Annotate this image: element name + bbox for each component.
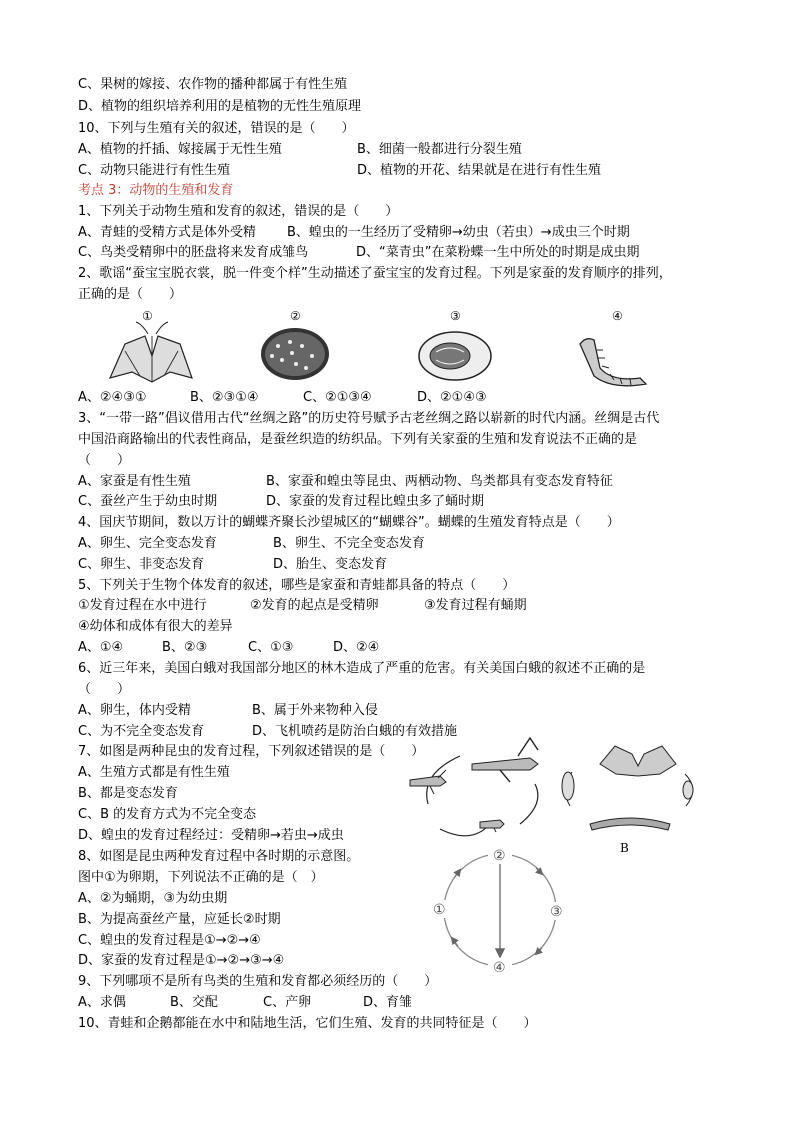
q4-stem: 4、国庆节期间，数以万计的蝴蝶齐聚长沙望城区的“蝴蝶谷”。蝴蝶的生殖发育特点是（ ）: [78, 515, 620, 530]
option-d: D、植物的开花、结果就是在进行有性生殖: [357, 163, 602, 178]
q5-stem: 5、下列关于生物个体发育的叙述，哪些是家蚕和青蛙都具备的特点（ ）: [78, 578, 516, 593]
q3-option-a: A、家蚕是有性生殖: [78, 474, 191, 489]
q1-stem: 1、下列关于动物生殖和发育的叙述，错误的是（ ）: [78, 204, 399, 219]
line-03: 10、下列与生殖有关的叙述，错误的是（ ）: [78, 121, 355, 136]
q9-option-c: C、产卵: [263, 995, 312, 1010]
q2-label-4: ④: [612, 309, 623, 323]
q5-option-b: B、②③: [162, 640, 208, 655]
larva-icon: [590, 818, 670, 830]
q7-option-d: D、蝗虫的发育过程经过：受精卵→若虫→成虫: [78, 828, 344, 843]
q7-option-a: A、生殖方式都是有性生殖: [78, 765, 230, 780]
q3-stem-2: 中国沿商路输出的代表性商品，是蚕丝织造的纺织品。下列有关家蚕的生殖和发育说法不正确的是: [78, 432, 638, 447]
q1-option-a: A、青蛙的受精方式是体外受精: [78, 225, 256, 240]
q8-stem-1: 8、如图是昆虫两种发育过程中各时期的示意图。: [78, 849, 360, 864]
q7-figure: [400, 734, 700, 854]
grasshopper-cycle: [410, 738, 538, 836]
q2-label-1: ①: [142, 309, 153, 323]
q6-stem-1: 6、近三年来，美国白蛾对我国部分地区的林木造成了严重的危害。有关美国白蛾的叙述不正确的是: [78, 661, 646, 676]
q7-option-c: C、B 的发育方式为不完全变态: [78, 807, 257, 822]
egg-icon: [683, 781, 693, 799]
q2-figure: [100, 306, 670, 388]
q5-option-d: D、②④: [333, 640, 380, 655]
q1-option-b: B、蝗虫的一生经历了受精卵→幼虫（若虫）→成虫三个时期: [287, 225, 630, 240]
q4-option-d: D、胎生、变态发育: [273, 557, 388, 572]
q3-option-d: D、家蚕的发育过程比蝗虫多了蛹时期: [266, 494, 485, 509]
pupa-icon: [562, 772, 574, 800]
q4-option-c: C、卵生、非变态发育: [78, 557, 205, 572]
q7-stem: 7、如图是两种昆虫的发育过程，下列叙述错误的是（ ）: [78, 744, 425, 759]
q9-stem: 9、下列哪项不是所有鸟类的生殖和发育都必须经历的（ ）: [78, 974, 438, 989]
q1-option-c: C、鸟类受精卵中的胚盘将来发育成雏鸟: [78, 245, 309, 260]
q9-option-d: D、育雏: [363, 995, 413, 1010]
q1-option-d: D、“菜青虫”在菜粉蝶一生中所处的时期是成虫期: [356, 245, 640, 260]
cycle-label-3: ③: [550, 904, 563, 920]
q9-option-b: B、交配: [170, 995, 218, 1010]
option-c: C、动物只能进行有性生殖: [78, 163, 231, 178]
q3-option-b: B、家蚕和蝗虫等昆虫、两栖动物、鸟类都具有变态发育特征: [266, 474, 613, 489]
q9-option-a: A、求偶: [78, 995, 126, 1010]
larva-icon: [580, 339, 646, 386]
q5-option-a: A、①④: [78, 640, 124, 655]
q2-option-a: A、②④③①: [78, 390, 147, 405]
moth-cycle: [562, 746, 693, 830]
q5-item-3: ③发育过程有蛹期: [424, 598, 527, 613]
q2-option-d: D、②①④③: [417, 390, 487, 405]
q2-label-3: ③: [450, 309, 461, 323]
q3-stem-3: （ ）: [78, 453, 131, 468]
q4-option-b: B、卵生、不完全变态发育: [273, 536, 425, 551]
q8-option-a: A、②为蛹期，③为幼虫期: [78, 891, 228, 906]
q6-option-c: C、为不完全变态发育: [78, 724, 205, 739]
q6-option-b: B、属于外来物种入侵: [252, 703, 378, 718]
nymph-icon: [410, 770, 446, 794]
q8-option-c: C、蝗虫的发育过程是①→②→④: [78, 933, 261, 948]
eggs-icon: [261, 328, 329, 380]
q8-option-b: B、为提高蚕丝产量，应延长②时期: [78, 912, 281, 927]
q2-option-c: C、②①③④: [303, 390, 372, 405]
cycle-label-4: ④: [493, 960, 506, 976]
section-heading: 考点 3：动物的生殖和发育: [78, 183, 234, 198]
q10-stem: 10、青蛙和企鹅都能在水中和陆地生活，它们生殖、发育的共同特征是（ ）: [78, 1016, 537, 1031]
cycle-label-1: ①: [433, 902, 446, 918]
q2-stem-1: 2、歌谣“蚕宝宝脱衣裳，脱一件变个样”生动描述了蚕宝宝的发育过程。下列是家蚕的发育顺序的排列，: [78, 266, 672, 281]
option-a: A、植物的扦插、嫁接属于无性生殖: [78, 142, 282, 157]
q6-option-d: D、飞机喷药是防治白蛾的有效措施: [252, 724, 458, 739]
q6-option-a: A、卵生，体内受精: [78, 703, 191, 718]
q8-stem-2: 图中①为卵期，下列说法不正确的是（ ）: [78, 870, 324, 885]
q3-stem-1: 3、“一带一路”倡议借用古代“丝绸之路”的历史符号赋予古老丝绸之路以崭新的时代内涵。丝绸是古代: [78, 411, 660, 426]
option-b: B、细菌一般都进行分裂生殖: [357, 142, 522, 157]
q2-option-b: B、②③①④: [190, 390, 259, 405]
q5-option-c: C、①③: [248, 640, 294, 655]
q5-item-1: ①发育过程在水中进行: [78, 598, 207, 613]
q2-stem-2: 正确的是（ ）: [78, 287, 183, 302]
q4-option-a: A、卵生、完全变态发育: [78, 536, 217, 551]
grasshopper-icon: [472, 738, 538, 782]
q5-item-4: ④幼体和成体有很大的差异: [78, 619, 233, 634]
q8-option-d: D、家蚕的发育过程是①→②→③→④: [78, 953, 285, 968]
q6-stem-2: （ ）: [78, 682, 131, 697]
q8-cycle-diagram: [418, 838, 588, 978]
line-01: C、果树的嫁接、农作物的播种都属于有性生殖: [78, 77, 348, 92]
q2-label-2: ②: [290, 309, 301, 323]
moth-icon: [600, 746, 676, 776]
cycle-label-2: ②: [493, 848, 506, 864]
line-02: D、植物的组织培养利用的是植物的无性生殖原理: [78, 99, 362, 114]
q7-option-b: B、都是变态发育: [78, 786, 178, 801]
pupa-icon: [419, 332, 491, 380]
q5-item-2: ②发育的起点是受精卵: [250, 598, 379, 613]
q3-option-c: C、蚕丝产生于幼虫时期: [78, 494, 218, 509]
moth-icon: [110, 322, 192, 382]
q7-figure-label: B: [620, 841, 629, 855]
